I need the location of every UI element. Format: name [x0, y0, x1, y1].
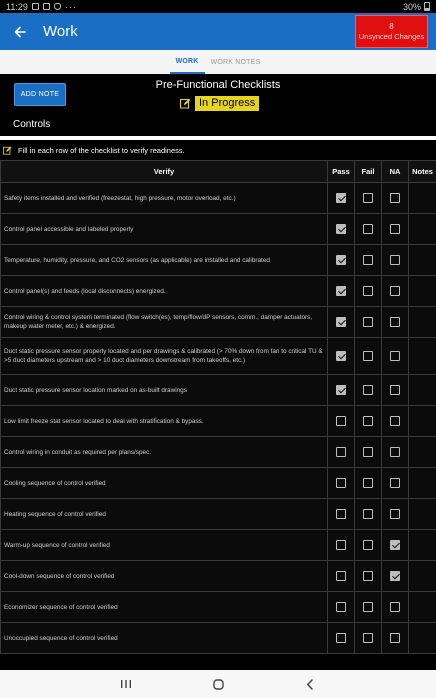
verify-item: Control wiring & control system terminated (flow switch(es), temp/flow/dP sensors, comm., damper actuators, makeup water meter, etc.) & energized.	[1, 307, 328, 338]
notes-cell[interactable]	[409, 561, 436, 592]
table-row	[1, 406, 436, 437]
na-cell	[382, 406, 409, 437]
na-checkbox[interactable]	[390, 478, 400, 488]
pass-checkbox[interactable]	[336, 540, 346, 550]
fail-checkbox[interactable]	[363, 255, 373, 265]
shield-icon	[54, 3, 61, 10]
fail-checkbox[interactable]	[363, 478, 373, 488]
battery-percent: 30%	[402, 1, 421, 12]
notes-cell[interactable]	[409, 307, 436, 338]
na-checkbox[interactable]	[390, 602, 400, 612]
pass-checkbox[interactable]	[336, 317, 346, 327]
edit-status-icon[interactable]	[180, 98, 191, 109]
na-cell	[382, 214, 409, 245]
na-checkbox[interactable]	[390, 351, 400, 361]
na-checkbox[interactable]	[390, 416, 400, 426]
fail-cell	[355, 406, 382, 437]
gallery-icon	[32, 3, 39, 10]
page-title: Work	[43, 23, 78, 40]
status-bar	[0, 0, 436, 13]
na-checkbox[interactable]	[390, 633, 400, 643]
fail-checkbox[interactable]	[363, 540, 373, 550]
notes-cell[interactable]	[409, 183, 436, 214]
verify-item: Heating sequence of control verified	[1, 499, 328, 530]
na-checkbox[interactable]	[390, 385, 400, 395]
pass-cell	[328, 276, 355, 307]
fail-cell	[355, 437, 382, 468]
fail-checkbox[interactable]	[363, 416, 373, 426]
fail-cell	[355, 276, 382, 307]
fail-checkbox[interactable]	[363, 224, 373, 234]
fail-cell	[355, 592, 382, 623]
fail-cell	[355, 468, 382, 499]
na-checkbox[interactable]	[390, 571, 400, 581]
back-nav-button[interactable]	[295, 673, 325, 695]
pass-cell	[328, 406, 355, 437]
verify-item: Safety items installed and verified (freezestat, high pressure, motor overload, etc.)	[1, 183, 328, 214]
add-note-button[interactable]: ADD NOTE	[14, 83, 66, 106]
pass-cell	[328, 592, 355, 623]
pass-cell	[328, 214, 355, 245]
fail-cell	[355, 530, 382, 561]
more-notifications-icon: ···	[64, 1, 77, 12]
fail-checkbox[interactable]	[363, 602, 373, 612]
table-header-row	[1, 161, 436, 183]
verify-item: Duct static pressure sensor properly located and per drawings & calibrated (> 70% down from fan to critical TU & >5 duct diameters upstream and > 10 duct diameters downstream from takeoffs, etc.)	[1, 338, 328, 375]
verify-item: Temperature, humidity, pressure, and CO2 sensors (as applicable) are installed and calibrated	[1, 245, 328, 276]
pass-checkbox[interactable]	[336, 509, 346, 519]
battery-icon	[424, 2, 430, 11]
table-row	[1, 468, 436, 499]
na-checkbox[interactable]	[390, 447, 400, 457]
fail-cell	[355, 561, 382, 592]
pass-cell	[328, 338, 355, 375]
chevron-left-icon	[306, 679, 314, 690]
na-checkbox[interactable]	[390, 540, 400, 550]
table-row	[1, 375, 436, 406]
table-row	[1, 561, 436, 592]
na-cell	[382, 375, 409, 406]
pass-cell	[328, 307, 355, 338]
notes-cell[interactable]	[409, 245, 436, 276]
verify-item: Cool-down sequence of control verified	[1, 561, 328, 592]
verify-item: Duct static pressure sensor location marked on as-built drawings	[1, 375, 328, 406]
status-row	[180, 96, 259, 111]
table-row	[1, 338, 436, 375]
na-checkbox[interactable]	[390, 509, 400, 519]
table-row	[1, 183, 436, 214]
fail-checkbox[interactable]	[363, 351, 373, 361]
arrow-left-icon	[14, 26, 26, 38]
column-header-na: NA	[382, 161, 409, 183]
na-cell	[382, 530, 409, 561]
fail-checkbox[interactable]	[363, 317, 373, 327]
na-checkbox[interactable]	[390, 317, 400, 327]
column-header-notes: Notes	[409, 161, 436, 183]
na-cell	[382, 623, 409, 654]
fail-checkbox[interactable]	[363, 509, 373, 519]
na-cell	[382, 183, 409, 214]
unsynced-count: 8	[389, 21, 394, 31]
table-row	[1, 437, 436, 468]
edit-icon	[3, 146, 12, 155]
pass-checkbox[interactable]	[336, 416, 346, 426]
na-checkbox[interactable]	[390, 286, 400, 296]
table-row	[1, 592, 436, 623]
na-checkbox[interactable]	[390, 255, 400, 265]
pass-cell	[328, 437, 355, 468]
notes-cell[interactable]	[409, 437, 436, 468]
checklist-header	[0, 74, 436, 136]
checklist-table	[0, 160, 436, 654]
verify-item: Low limit freeze stat sensor located to deal with stratification & bypass.	[1, 406, 328, 437]
verify-item: Cooling sequence of control verified	[1, 468, 328, 499]
fail-checkbox[interactable]	[363, 633, 373, 643]
table-row	[1, 214, 436, 245]
table-row	[1, 499, 436, 530]
pass-checkbox[interactable]	[336, 193, 346, 203]
home-button[interactable]	[203, 673, 233, 695]
pass-checkbox[interactable]	[336, 447, 346, 457]
pass-cell	[328, 375, 355, 406]
column-header-pass: Pass	[328, 161, 355, 183]
notes-cell[interactable]	[409, 468, 436, 499]
pass-cell	[328, 245, 355, 276]
fail-cell	[355, 375, 382, 406]
instructions-text: Fill in each row of the checklist to verify readiness.	[18, 145, 185, 155]
table-row	[1, 245, 436, 276]
na-cell	[382, 592, 409, 623]
pass-cell	[328, 183, 355, 214]
table-row	[1, 530, 436, 561]
fail-checkbox[interactable]	[363, 571, 373, 581]
fail-checkbox[interactable]	[363, 447, 373, 457]
fail-cell	[355, 245, 382, 276]
pass-checkbox[interactable]	[336, 286, 346, 296]
fail-cell	[355, 214, 382, 245]
pass-cell	[328, 561, 355, 592]
pass-checkbox[interactable]	[336, 478, 346, 488]
recent-apps-button[interactable]	[111, 673, 141, 695]
notes-cell[interactable]	[409, 530, 436, 561]
pass-checkbox[interactable]	[336, 224, 346, 234]
recent-apps-icon	[120, 679, 132, 689]
notes-cell[interactable]	[409, 214, 436, 245]
verify-item: Economizer sequence of control verified	[1, 592, 328, 623]
pass-checkbox[interactable]	[336, 385, 346, 395]
pass-cell	[328, 530, 355, 561]
fail-checkbox[interactable]	[363, 286, 373, 296]
fail-cell	[355, 338, 382, 375]
verify-item: Warm-up sequence of control verified	[1, 530, 328, 561]
tab-work[interactable]: WORK	[170, 50, 205, 74]
notes-cell[interactable]	[409, 406, 436, 437]
verify-item: Control wiring in conduit as required per plans/spec.	[1, 437, 328, 468]
na-checkbox[interactable]	[390, 224, 400, 234]
na-cell	[382, 561, 409, 592]
section-label: Controls	[13, 119, 51, 130]
verify-item: Control panel accessible and labeled properly	[1, 214, 328, 245]
tabs-bar	[0, 50, 436, 74]
checklist-title: Pre-Functional Checklists	[155, 79, 281, 91]
na-checkbox[interactable]	[390, 193, 400, 203]
na-cell	[382, 468, 409, 499]
home-icon	[213, 679, 224, 690]
fail-cell	[355, 499, 382, 530]
notes-cell[interactable]	[409, 375, 436, 406]
pass-checkbox[interactable]	[336, 351, 346, 361]
notes-cell[interactable]	[409, 592, 436, 623]
pass-cell	[328, 623, 355, 654]
na-cell	[382, 338, 409, 375]
pass-checkbox[interactable]	[336, 571, 346, 581]
pass-cell	[328, 499, 355, 530]
na-cell	[382, 437, 409, 468]
instructions	[0, 140, 436, 160]
mail-icon	[43, 3, 50, 10]
fail-cell	[355, 623, 382, 654]
na-cell	[382, 245, 409, 276]
verify-item: Control panel(s) and feeds (local disconnects) energized.	[1, 276, 328, 307]
notes-cell[interactable]	[409, 623, 436, 654]
status-time: 11:29	[6, 1, 28, 12]
notes-cell[interactable]	[409, 276, 436, 307]
fail-cell	[355, 307, 382, 338]
na-cell	[382, 307, 409, 338]
na-cell	[382, 276, 409, 307]
fail-cell	[355, 183, 382, 214]
pass-checkbox[interactable]	[336, 602, 346, 612]
tab-work-notes[interactable]: WORK NOTES	[210, 58, 261, 66]
system-nav-bar	[0, 670, 436, 698]
unsynced-label: Unsynced Changes	[358, 31, 425, 41]
fail-checkbox[interactable]	[363, 385, 373, 395]
pass-checkbox[interactable]	[336, 633, 346, 643]
column-header-verify: Verify	[1, 161, 328, 183]
na-cell	[382, 499, 409, 530]
status-badge[interactable]: In Progress	[195, 96, 259, 111]
verify-item: Unoccupied sequence of control verified	[1, 623, 328, 654]
table-row	[1, 623, 436, 654]
app-bar	[0, 13, 436, 50]
table-row	[1, 276, 436, 307]
pass-checkbox[interactable]	[336, 255, 346, 265]
column-header-fail: Fail	[355, 161, 382, 183]
table-row	[1, 307, 436, 338]
notes-cell[interactable]	[409, 338, 436, 375]
pass-cell	[328, 468, 355, 499]
notes-cell[interactable]	[409, 499, 436, 530]
back-button[interactable]	[0, 13, 40, 50]
fail-checkbox[interactable]	[363, 193, 373, 203]
unsynced-changes-button[interactable]	[355, 15, 428, 48]
